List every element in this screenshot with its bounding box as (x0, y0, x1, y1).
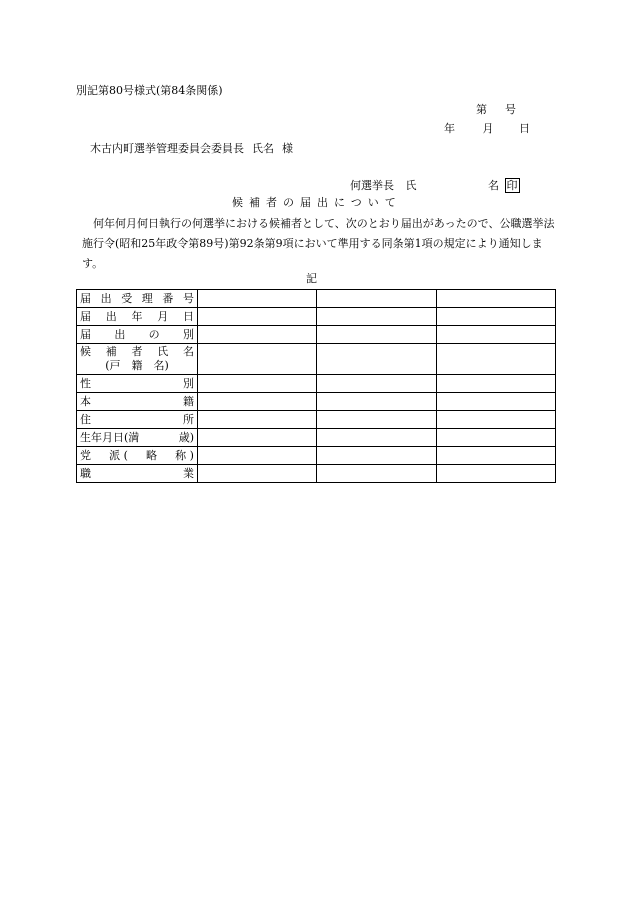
row-label (77, 308, 198, 326)
row-value-cell[interactable] (317, 447, 436, 465)
row-label (77, 465, 198, 483)
row-label-char: 略 (146, 448, 158, 462)
seal-mark: 印 (506, 179, 518, 192)
row-label-char: 理 (141, 291, 153, 305)
row-value-cell[interactable] (436, 290, 555, 308)
addressee (90, 142, 293, 156)
row-label-char: 号 (182, 291, 194, 305)
row-value-cell[interactable] (436, 447, 555, 465)
row-label (77, 344, 198, 375)
row-label (77, 429, 198, 447)
row-label-char: 名 (183, 345, 194, 358)
row-value-cell[interactable] (198, 393, 317, 411)
table-row (77, 393, 556, 411)
sender (350, 178, 520, 193)
row-value-cell[interactable] (198, 447, 317, 465)
row-label-char: 別 (183, 376, 194, 390)
table-row (77, 411, 556, 429)
row-label-char: 籍 (183, 394, 194, 408)
row-label (77, 411, 198, 429)
row-label (77, 326, 198, 344)
row-value-cell[interactable] (198, 411, 317, 429)
row-label (77, 393, 198, 411)
row-label (77, 290, 198, 308)
row-label-char: 派 ( (109, 448, 128, 462)
row-value-cell[interactable] (436, 429, 555, 447)
row-label-char: 生年月日(満 (80, 430, 140, 444)
row-label-char: 別 (182, 327, 194, 341)
row-value-cell[interactable] (198, 465, 317, 483)
row-value-cell[interactable] (317, 375, 436, 393)
addressee-title: 木古内町選挙管理委員会委員長 (90, 142, 244, 155)
row-label-char: 業 (183, 466, 194, 480)
row-value-cell[interactable] (436, 375, 555, 393)
row-label (77, 375, 198, 393)
row-label-char: 者 (131, 345, 143, 358)
row-label-char: 称 ) (175, 448, 194, 462)
row-value-cell[interactable] (198, 326, 317, 344)
row-value-cell[interactable] (198, 308, 317, 326)
record-table (76, 289, 556, 483)
table-row (77, 447, 556, 465)
row-value-cell[interactable] (317, 465, 436, 483)
row-value-cell[interactable] (317, 326, 436, 344)
row-label-char: 月 (157, 309, 169, 323)
subject-title: 候補者の届出について (232, 196, 402, 209)
row-value-cell[interactable] (436, 344, 555, 375)
document-number (476, 103, 516, 117)
row-value-cell[interactable] (198, 429, 317, 447)
date-month: 月 (482, 122, 494, 135)
document-date (444, 122, 530, 136)
row-label-char: 職 (80, 466, 91, 480)
table-row (77, 308, 556, 326)
table-row (77, 344, 556, 375)
row-label-char: 届 (80, 291, 91, 305)
row-value-cell[interactable] (436, 411, 555, 429)
row-value-cell[interactable] (317, 411, 436, 429)
row-label-char: 性 (80, 376, 91, 390)
body-text: 何年何月何日執行の何選挙における候補者として、次のとおり届出があったので、公職選挙法施行令(昭和25年政令第89号)第92条第9項において準用する同条第1項の規定により通知します。 (82, 217, 555, 270)
sender-name-mei: 名 (488, 179, 499, 192)
row-label-char: 住 (80, 412, 91, 426)
row-value-cell[interactable] (317, 429, 436, 447)
row-label-char: 年 (131, 309, 143, 323)
row-label-char: 日 (183, 309, 194, 323)
row-label-char: 出 (105, 309, 117, 323)
row-label-char: の (148, 327, 160, 341)
row-label-char: 党 (80, 448, 91, 462)
number-go: 号 (505, 103, 516, 116)
row-label-char: 氏 (157, 345, 169, 358)
row-value-cell[interactable] (436, 308, 555, 326)
row-value-cell[interactable] (198, 344, 317, 375)
sender-title: 何選挙長 (350, 179, 394, 192)
row-value-cell[interactable] (436, 326, 555, 344)
row-label-char: 出 (100, 291, 112, 305)
sender-name-shi: 氏 (405, 179, 417, 192)
row-value-cell[interactable] (317, 308, 436, 326)
row-label-char: 届 (80, 309, 91, 323)
row-value-cell[interactable] (317, 393, 436, 411)
row-label-char: 出 (114, 327, 126, 341)
row-label-char: 届 (80, 327, 91, 341)
row-value-cell[interactable] (198, 375, 317, 393)
row-label-char: 候 (80, 345, 91, 358)
date-day: 日 (519, 122, 530, 135)
row-label (77, 447, 198, 465)
row-value-cell[interactable] (436, 465, 555, 483)
row-value-cell[interactable] (198, 290, 317, 308)
row-label-char: 所 (183, 412, 194, 426)
row-label-char: 歳) (178, 430, 194, 444)
addressee-honorific: 様 (282, 142, 293, 155)
row-label-char: 番 (162, 291, 174, 305)
table-row (77, 326, 556, 344)
date-year: 年 (444, 122, 455, 135)
row-value-cell[interactable] (317, 344, 436, 375)
number-dai: 第 (476, 103, 487, 116)
row-value-cell[interactable] (436, 393, 555, 411)
row-label-char: 本 (80, 394, 91, 408)
table-row (77, 290, 556, 308)
row-label-char: 補 (105, 345, 117, 358)
row-label-sub: (戸 籍 名) (105, 359, 169, 372)
row-value-cell[interactable] (317, 290, 436, 308)
table-row (77, 375, 556, 393)
ki-heading: 記 (306, 272, 317, 285)
addressee-name: 氏名 (252, 142, 274, 155)
table-row (77, 465, 556, 483)
row-label-char: 受 (121, 291, 133, 305)
form-label: 別記第80号様式(第84条関係) (76, 84, 223, 97)
table-row (77, 429, 556, 447)
